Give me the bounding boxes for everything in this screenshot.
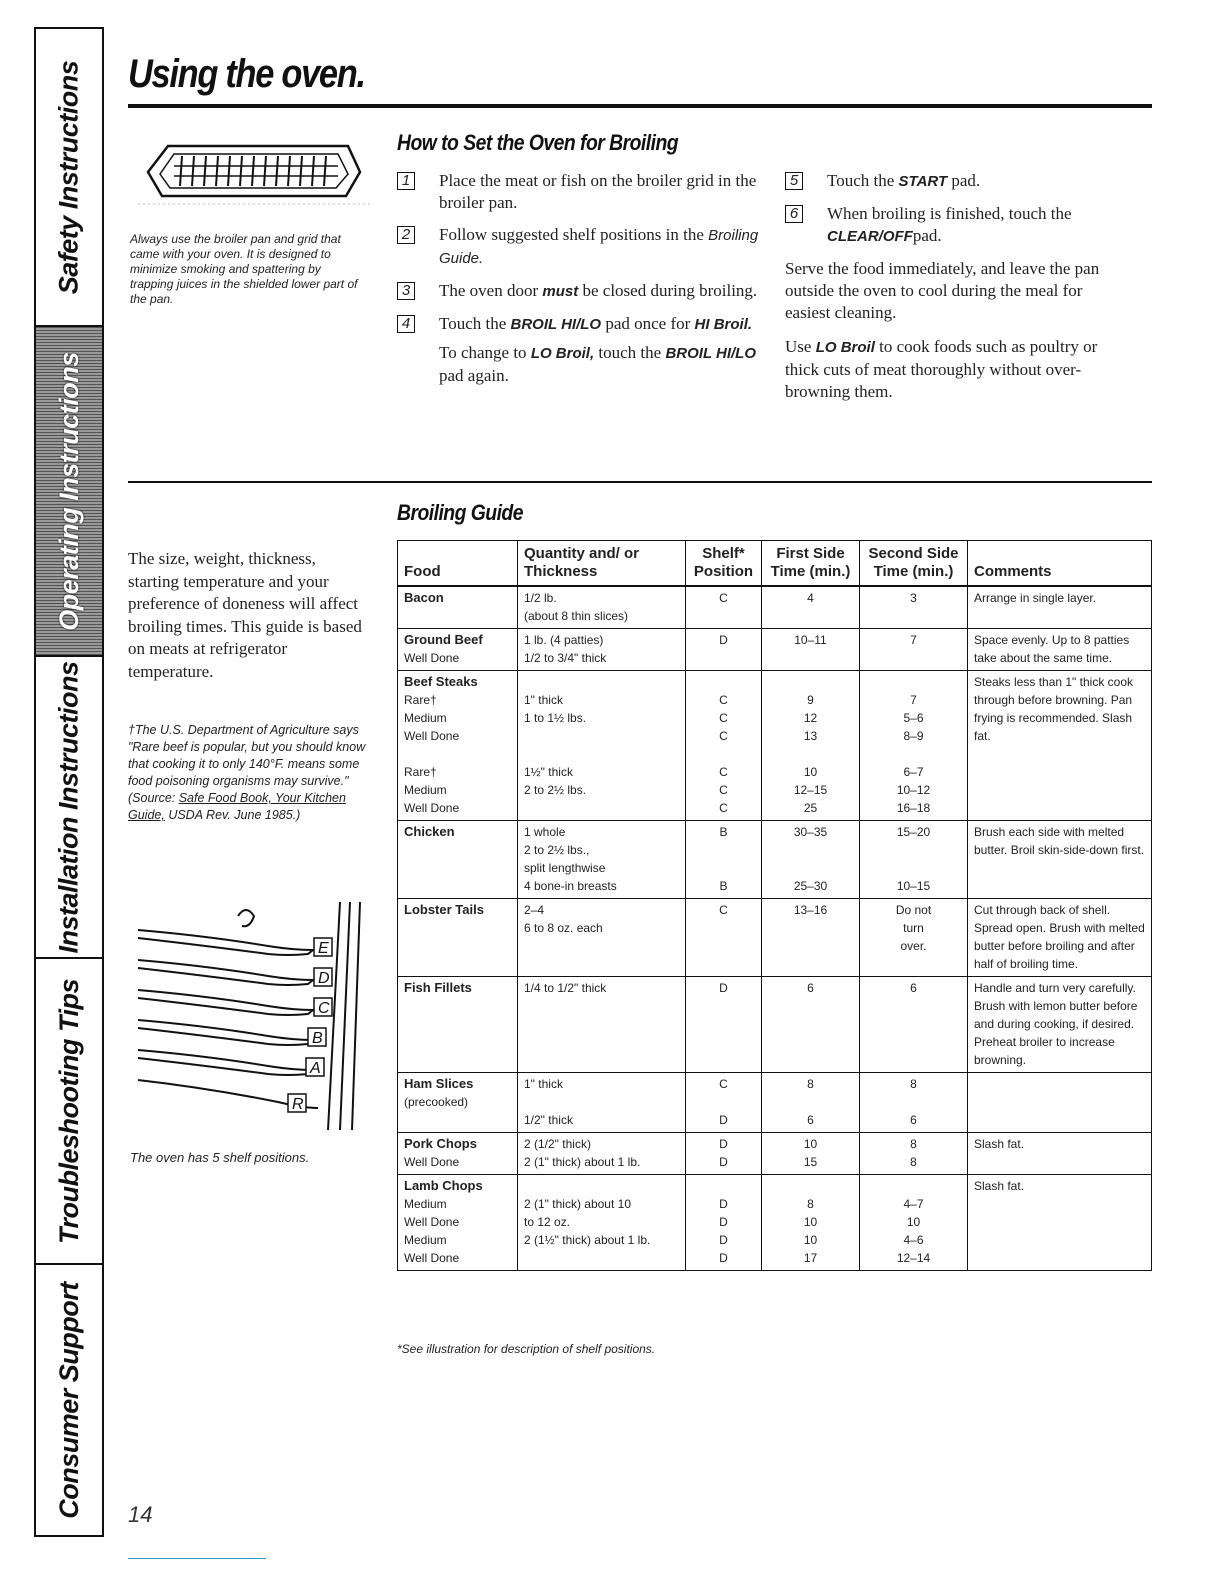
step-emphasis: START [898, 173, 948, 190]
table-row [398, 1175, 1152, 1271]
step-5 [785, 170, 1130, 193]
cell-shelf-line: B [719, 825, 728, 839]
food-doneness: Rare† [404, 765, 437, 779]
cell-food [398, 821, 518, 899]
cell-food [398, 899, 518, 977]
broiler-pan-illustration [138, 130, 370, 210]
cell-second-side [860, 629, 968, 671]
cell-first-side [762, 1175, 860, 1271]
cell-first-side-line: 10 [803, 765, 818, 779]
step-number: 2 [397, 226, 415, 244]
food-doneness: Rare† [404, 693, 437, 707]
cell-second-side [860, 821, 968, 899]
emphasis: BROIL HI/LO [665, 345, 757, 362]
tab-label: Consumer Support [53, 1281, 84, 1519]
cell-second-side-line: over. [900, 939, 927, 953]
page-number: 14 [128, 1502, 153, 1527]
shelf-label-a: A [310, 1060, 321, 1077]
table-row [398, 899, 1152, 977]
cell-comments: Slash fat. [968, 1133, 1152, 1175]
step-text: Touch the [439, 314, 511, 333]
cell-shelf-line: C [719, 591, 728, 605]
cell-quantity-line: 1/2" thick [524, 1113, 573, 1127]
step-text: Place the meat or fish on the broiler grid in the broiler pan. [439, 171, 757, 212]
cell-shelf [686, 821, 762, 899]
cell-first-side-line: 25 [803, 801, 818, 815]
cell-shelf-line: D [719, 1113, 728, 1127]
section-rule [128, 481, 1152, 483]
cell-first-side-line: 8 [807, 1077, 814, 1091]
cell-quantity-line: 4 bone-in breasts [524, 879, 617, 893]
cell-shelf-line: D [719, 633, 728, 647]
cell-second-side-line: 8 [910, 1137, 917, 1151]
cell-second-side-line [866, 841, 961, 859]
cell-quantity [518, 899, 686, 977]
footer-line [128, 1558, 266, 1559]
cell-first-side [762, 629, 860, 671]
cell-first-side [762, 821, 860, 899]
cell-comments: Steaks less than 1" thick cook through before browning. Pan frying is recommended. Slash fat. [968, 671, 1152, 821]
cell-shelf-line: C [719, 903, 728, 917]
shelves-caption: The oven has 5 shelf positions. [130, 1150, 310, 1165]
cell-first-side-line: 4 [807, 591, 814, 605]
note-source: Safe Food Book, Your Kitchen Guide, [128, 791, 346, 822]
cell-first-side-line: 12–15 [793, 783, 828, 797]
cell-first-side-line: 10 [803, 1137, 818, 1151]
cell-second-side-line: 7 [910, 633, 917, 647]
cell-first-side-line: 10 [803, 1233, 818, 1247]
cell-second-side-line: 3 [910, 591, 917, 605]
cell-quantity [518, 586, 686, 629]
step-number: 6 [785, 205, 803, 223]
cell-quantity-line: 2 (1" thick) about 1 lb. [524, 1155, 641, 1169]
food-name: Lobster Tails [404, 902, 484, 917]
food-name: Lamb Chops [404, 1178, 483, 1193]
table-row [398, 977, 1152, 1073]
cell-quantity-line [524, 745, 679, 763]
cell-quantity-line: 1/2 lb. [524, 591, 557, 605]
cell-quantity [518, 1073, 686, 1133]
step-number: 3 [397, 282, 415, 300]
shelf-label-r: R [292, 1096, 304, 1113]
cell-shelf-line: C [719, 693, 728, 707]
tab-safety-instructions[interactable] [36, 29, 102, 327]
cell-shelf-line: C [719, 1077, 728, 1091]
table-row [398, 629, 1152, 671]
cell-second-side-line: turn [903, 921, 924, 935]
cell-first-side [762, 1133, 860, 1175]
cell-first-side-line [768, 745, 853, 763]
broiling-guide-title: Broiling Guide [397, 500, 523, 525]
step-emphasis: Broiling Guide. [439, 227, 759, 267]
cell-shelf-line [692, 841, 755, 859]
cell-comments: Handle and turn very carefully. Brush with lemon butter before and during cooking, if desired. Preheat broiler to increase browning. [968, 977, 1152, 1073]
cell-first-side-line: 6 [807, 1113, 814, 1127]
step-text: be closed during broiling. [578, 281, 758, 300]
cell-first-side-line: 10–11 [794, 633, 827, 647]
header-second-side: Second Side Time (min.) [860, 541, 968, 587]
cell-first-side-line: 12 [803, 711, 818, 725]
cell-food [398, 629, 518, 671]
cell-first-side-line [768, 673, 853, 691]
title-rule [128, 104, 1152, 108]
food-name: Fish Fillets [404, 980, 472, 995]
cell-second-side-line: 4–7 [903, 1197, 924, 1211]
cell-second-side-line [866, 859, 961, 877]
cell-quantity-line: 1½" thick [524, 765, 573, 779]
step-emphasis: BROIL HI/LO [510, 316, 602, 333]
table-row [398, 586, 1152, 629]
cell-quantity [518, 1175, 686, 1271]
step-number: 4 [397, 315, 415, 333]
shelf-label-d: D [318, 970, 330, 987]
cell-food [398, 586, 518, 629]
cell-second-side [860, 586, 968, 629]
cell-shelf-line: D [719, 1137, 728, 1151]
header-comments: Comments [968, 541, 1152, 587]
cell-quantity-line: (about 8 thin slices) [524, 609, 629, 623]
tab-operating-instructions[interactable] [36, 327, 102, 657]
cell-first-side-line: 25–30 [793, 879, 828, 893]
cell-food [398, 671, 518, 821]
how-to-title: How to Set the Oven for Broiling [397, 130, 679, 155]
cell-shelf [686, 1175, 762, 1271]
cell-first-side-line: 13 [803, 729, 818, 743]
cell-quantity-line: 2 (1/2" thick) [524, 1137, 591, 1151]
food-doneness: Well Done [404, 1155, 460, 1169]
text: Use [785, 337, 816, 356]
food-doneness [404, 745, 511, 763]
header-quantity: Quantity and/ or Thickness [518, 541, 686, 587]
cell-shelf [686, 1073, 762, 1133]
food-name: Chicken [404, 824, 455, 839]
cell-quantity-line: 2 to 2½ lbs. [524, 783, 587, 797]
text: pad again. [439, 366, 509, 385]
cell-quantity [518, 629, 686, 671]
cell-quantity-line: 1/2 to 3/4" thick [524, 651, 607, 665]
cell-shelf-line: C [719, 765, 728, 779]
text: To change to [439, 343, 531, 362]
cell-comments: Arrange in single layer. [968, 586, 1152, 629]
cell-quantity [518, 1133, 686, 1175]
cell-second-side-line: 12–14 [896, 1251, 931, 1265]
shelf-label-e: E [318, 940, 329, 957]
cell-second-side-line: 10–15 [896, 879, 931, 893]
step-number: 5 [785, 172, 803, 190]
cell-comments: Space evenly. Up to 8 patties take about the same time. [968, 629, 1152, 671]
step-4 [397, 313, 762, 387]
cell-shelf-line: C [719, 783, 728, 797]
step-6 [785, 203, 1130, 248]
shelf-label-c: C [318, 1000, 330, 1017]
cell-second-side [860, 977, 968, 1073]
cell-quantity-line: 2 (1½" thick) about 1 lb. [524, 1233, 651, 1247]
cell-food [398, 1133, 518, 1175]
cell-first-side-line: 10 [803, 1215, 818, 1229]
cell-quantity-line: 1 lb. (4 patties) [524, 633, 604, 647]
cell-shelf [686, 586, 762, 629]
food-name: Bacon [404, 590, 444, 605]
emphasis: LO Broil, [530, 345, 595, 362]
header-food: Food [398, 541, 518, 587]
cell-first-side [762, 899, 860, 977]
usda-note [128, 722, 368, 824]
cell-quantity-line: 1" thick [524, 1077, 563, 1091]
cell-second-side-line [866, 1093, 961, 1111]
tab-label: Installation Instructions [53, 660, 84, 954]
header-first-side: First Side Time (min.) [762, 541, 860, 587]
page-title: Using the oven. [128, 52, 365, 96]
cell-second-side-line: 4–6 [903, 1233, 924, 1247]
lo-broil-paragraph [785, 336, 1130, 403]
text: to cook foods such as poultry or thick cuts of meat thoroughly without over-browning them. [785, 337, 1098, 401]
cell-quantity-line: 1" thick [524, 693, 563, 707]
cell-second-side [860, 899, 968, 977]
cell-shelf-line [692, 1093, 755, 1111]
header-shelf: Shelf* Position [686, 541, 762, 587]
cell-food [398, 977, 518, 1073]
cell-shelf [686, 899, 762, 977]
cell-second-side-line: 5–6 [903, 711, 924, 725]
cell-shelf-line [692, 673, 755, 691]
steps-column-right [785, 170, 1130, 403]
cell-second-side [860, 1073, 968, 1133]
table-row [398, 671, 1152, 821]
note-text: USDA Rev. June 1985.) [164, 808, 301, 822]
cell-first-side-line: 9 [807, 693, 814, 707]
cell-food [398, 1175, 518, 1271]
step-2 [397, 224, 762, 270]
cell-shelf [686, 1133, 762, 1175]
food-doneness: Well Done [404, 651, 460, 665]
serve-paragraph: Serve the food immediately, and leave the pan outside the oven to cool during the meal for easiest cleaning. [785, 259, 1100, 322]
cell-quantity-line: split lengthwise [524, 861, 606, 875]
cell-first-side [762, 977, 860, 1073]
steps-column-left [397, 170, 762, 397]
cell-comments: Slash fat. [968, 1175, 1152, 1271]
cell-first-side-line: 15 [803, 1155, 818, 1169]
note-text: †The U.S. Department of Agriculture says "Rare beef is popular, but you should know that cooking it to only 140°F. means some food poisoning organisms may survive." (Source: [128, 723, 366, 805]
cell-shelf-line: D [719, 1233, 728, 1247]
cell-quantity-line: 1 to 1½ lbs. [524, 711, 587, 725]
cell-first-side-line [768, 859, 853, 877]
cell-first-side-line [768, 841, 853, 859]
footnote: *See illustration for description of shelf positions. [397, 1342, 656, 1356]
cell-shelf-line: D [719, 981, 728, 995]
table-header-row [398, 541, 1152, 587]
table-row [398, 821, 1152, 899]
tab-troubleshooting-tips[interactable] [36, 959, 102, 1265]
step-text: pad. [947, 171, 981, 190]
cell-quantity-line [524, 1249, 679, 1267]
cell-first-side [762, 586, 860, 629]
cell-first-side-line: 13–16 [793, 903, 828, 917]
table-row [398, 1073, 1152, 1133]
cell-second-side-line: 10–12 [896, 783, 931, 797]
cell-quantity [518, 821, 686, 899]
cell-quantity-line [524, 799, 679, 817]
cell-shelf [686, 671, 762, 821]
cell-shelf-line: D [719, 1215, 728, 1229]
cell-comments [968, 1073, 1152, 1133]
cell-second-side-line: 6–7 [903, 765, 924, 779]
cell-shelf [686, 629, 762, 671]
step-text: When broiling is finished, touch the [827, 204, 1072, 223]
lo-broil-instruction [439, 342, 762, 387]
cell-second-side-line [866, 745, 961, 763]
cell-quantity-line: 2 to 2½ lbs., [524, 843, 590, 857]
cell-quantity-line [524, 673, 679, 691]
cell-quantity-line [524, 1093, 679, 1111]
cell-first-side [762, 1073, 860, 1133]
guide-intro: The size, weight, thickness, starting temperature and your preference of doneness will affect broiling times. This guide is based on meats at refrigerator temperature. [128, 549, 362, 681]
step-emphasis: HI Broil. [694, 316, 753, 333]
food-doneness: Well Done [404, 1215, 460, 1229]
cell-second-side-line: 8 [910, 1155, 917, 1169]
text: touch the [594, 343, 666, 362]
step-3 [397, 280, 762, 303]
step-1 [397, 170, 762, 214]
cell-quantity [518, 671, 686, 821]
cell-second-side-line: 16–18 [896, 801, 931, 815]
cell-first-side-line [768, 1177, 853, 1195]
cell-second-side-line: 7 [910, 693, 917, 707]
tab-label: Operating Instructions [53, 351, 84, 631]
step-emphasis: CLEAR/OFF [827, 228, 913, 245]
cell-second-side-line: 6 [910, 981, 917, 995]
cell-shelf [686, 977, 762, 1073]
step-text: Follow suggested shelf positions in the [439, 225, 709, 244]
cell-shelf-line [692, 859, 755, 877]
step-text: pad once for [601, 314, 695, 333]
cell-first-side-line: 6 [807, 981, 814, 995]
cell-quantity-line [524, 727, 679, 745]
cell-shelf-line: C [719, 801, 728, 815]
cell-second-side-line: 8 [910, 1077, 917, 1091]
cell-shelf-line: D [719, 1197, 728, 1211]
cell-second-side [860, 1133, 968, 1175]
step-text: Touch the [827, 171, 899, 190]
cell-second-side-line: 6 [910, 1113, 917, 1127]
cell-first-side-line: 17 [803, 1251, 818, 1265]
cell-second-side-line [866, 673, 961, 691]
cell-quantity-line: 6 to 8 oz. each [524, 921, 603, 935]
oven-shelves-illustration [118, 898, 370, 1138]
cell-second-side-line: 8–9 [903, 729, 924, 743]
cell-quantity [518, 977, 686, 1073]
cell-shelf-line [692, 745, 755, 763]
step-text: pad. [912, 226, 942, 245]
step-text: The oven door [439, 281, 543, 300]
food-name: Pork Chops [404, 1136, 477, 1151]
food-name: Beef Steaks [404, 674, 478, 689]
food-doneness: Medium [404, 1197, 447, 1211]
cell-comments: Brush each side with melted butter. Broil skin-side-down first. [968, 821, 1152, 899]
cell-second-side [860, 671, 968, 821]
step-number: 1 [397, 172, 415, 190]
tab-label: Troubleshooting Tips [53, 978, 84, 1244]
cell-comments: Cut through back of shell. Spread open. Brush with melted butter before broiling and after half of broiling time. [968, 899, 1152, 977]
food-doneness: Medium [404, 1233, 447, 1247]
emphasis: LO Broil [815, 339, 875, 356]
cell-second-side-line [866, 1177, 961, 1195]
cell-second-side-line: 15–20 [896, 825, 931, 839]
broiling-guide-table [397, 540, 1152, 1271]
section-sidebar [34, 27, 104, 1537]
tab-installation-instructions[interactable] [36, 657, 102, 959]
cell-first-side [762, 671, 860, 821]
table-body [398, 586, 1152, 1271]
food-doneness: Medium [404, 783, 447, 797]
cell-second-side-line: Do not [895, 903, 932, 917]
cell-quantity-line: 1/4 to 1/2" thick [524, 981, 607, 995]
cell-first-side-line [768, 1093, 853, 1111]
food-doneness: Well Done [404, 801, 460, 815]
food-doneness: Well Done [404, 729, 460, 743]
food-name: Ground Beef [404, 632, 483, 647]
tab-label: Safety Instructions [53, 60, 84, 294]
cell-second-side-line: 10 [906, 1215, 921, 1229]
cell-first-side-line: 30–35 [793, 825, 828, 839]
cell-quantity-line [524, 1177, 679, 1195]
cell-shelf-line: C [719, 729, 728, 743]
broiler-pan-caption: Always use the broiler pan and grid that came with your oven. It is designed to minimize smoking and spattering by trapping juices in the shielded lower part of the pan. [130, 232, 358, 306]
cell-shelf-line: C [719, 711, 728, 725]
cell-second-side [860, 1175, 968, 1271]
shelf-label-b: B [312, 1030, 323, 1047]
cell-shelf-line: B [719, 879, 728, 893]
cell-quantity-line: to 12 oz. [524, 1215, 571, 1229]
food-doneness: Medium [404, 711, 447, 725]
step-emphasis: must [542, 283, 579, 300]
cell-quantity-line: 1 whole [524, 825, 566, 839]
cell-quantity-line: 2–4 [524, 903, 545, 917]
tab-consumer-support[interactable] [36, 1265, 102, 1535]
cell-shelf-line: D [719, 1251, 728, 1265]
cell-shelf-line [692, 1177, 755, 1195]
table-row [398, 1133, 1152, 1175]
food-doneness: (precooked) [404, 1095, 469, 1109]
cell-shelf-line: D [719, 1155, 728, 1169]
cell-quantity-line: 2 (1" thick) about 10 [524, 1197, 631, 1211]
food-name: Ham Slices [404, 1076, 474, 1091]
food-doneness: Well Done [404, 1251, 460, 1265]
cell-food [398, 1073, 518, 1133]
cell-first-side-line: 8 [807, 1197, 814, 1211]
